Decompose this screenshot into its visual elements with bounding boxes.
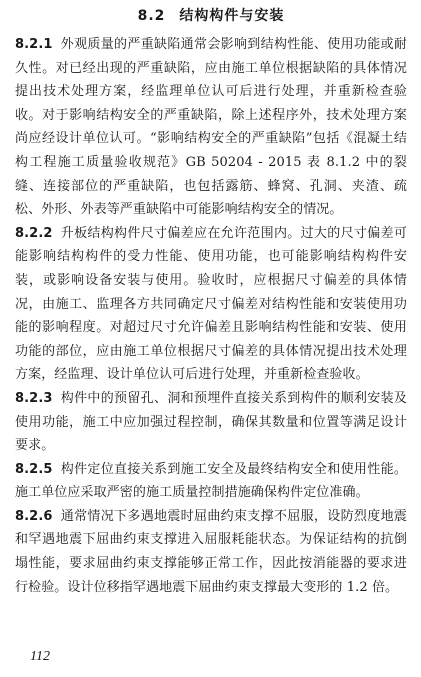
section-number: 8.2: [137, 8, 166, 24]
clause-text: 构件中的预留孔、洞和预埋件直接关系到构件的顺利安装及使用功能，施工中应加强过程控制，确保其数量和位置等满足设计要求。: [15, 390, 407, 454]
clause-number: 8.2.1: [15, 37, 53, 52]
clause-text: 通常情况下多遇地震时屈曲约束支撑不屈服，设防烈度地震和罕遇地震下屈曲约束支撑进入屈服耗能状态。为保证结构的抗倒塌性能，要求屈曲约束支撑能够正常工作，因此按消能器的要求进行检验。设计位移指罕遇地震下屈曲约束支撑最大变形的 1.2 倍。: [15, 508, 407, 595]
clause-8-2-1: [15, 33, 407, 222]
clause-number: 8.2.6: [15, 508, 53, 524]
section-title-text: 结构构件与安装: [179, 8, 285, 24]
clause-text: 构件定位直接关系到施工安全及最终结构安全和使用性能。施工单位应采取严密的施工质量控制措施确保构件定位准确。: [15, 461, 407, 501]
clause-text: 升板结构构件尺寸偏差应在允许范围内。过大的尺寸偏差可能影响结构构件的受力性能、使用功能，也可能影响结构构件安装，或影响设备安装与使用。验收时，应根据尺寸偏差的具体情况，由施工、监理各方共同确定尺寸偏差对结构性能和安装使用功能的影响程度。对超过尺寸允许偏差且影响结构性能和安装、使用功能的部位，应由施工单位根据尺寸偏差的具体情况提出技术处理方案，经监理、设计单位认可后进行处理，并重新检查验收。: [15, 225, 407, 383]
page-number: 112: [30, 649, 50, 664]
section-title: [15, 6, 407, 26]
clause-8-2-2: [15, 222, 407, 387]
clause-number: 8.2.2: [15, 225, 53, 241]
clause-number: 8.2.5: [15, 461, 53, 477]
clause-8-2-6: [15, 505, 407, 599]
clause-8-2-3: [15, 387, 407, 458]
clause-8-2-5: [15, 458, 407, 505]
clause-number: 8.2.3: [15, 390, 53, 406]
clause-text: 外观质量的严重缺陷通常会影响到结构性能、使用功能或耐久性。对已经出现的严重缺陷，应由施工单位根据缺陷的具体情况提出技术处理方案，经监理单位认可后进行处理，并重新检查验收。对于影响结构安全的严重缺陷，除上述程序外，技术处理方案尚应经设计单位认可。“影响结构安全的严重缺陷”包括《混凝土结构工程施工质量验收规范》GB 50204 - 2015 表 8.1.2 中的裂缝、连接部位的严重缺陷，也包括露筋、蜂窝、孔洞、夹渣、疏松、外形、外表等严重缺陷中可能影响结构安全的情况。: [15, 37, 407, 218]
